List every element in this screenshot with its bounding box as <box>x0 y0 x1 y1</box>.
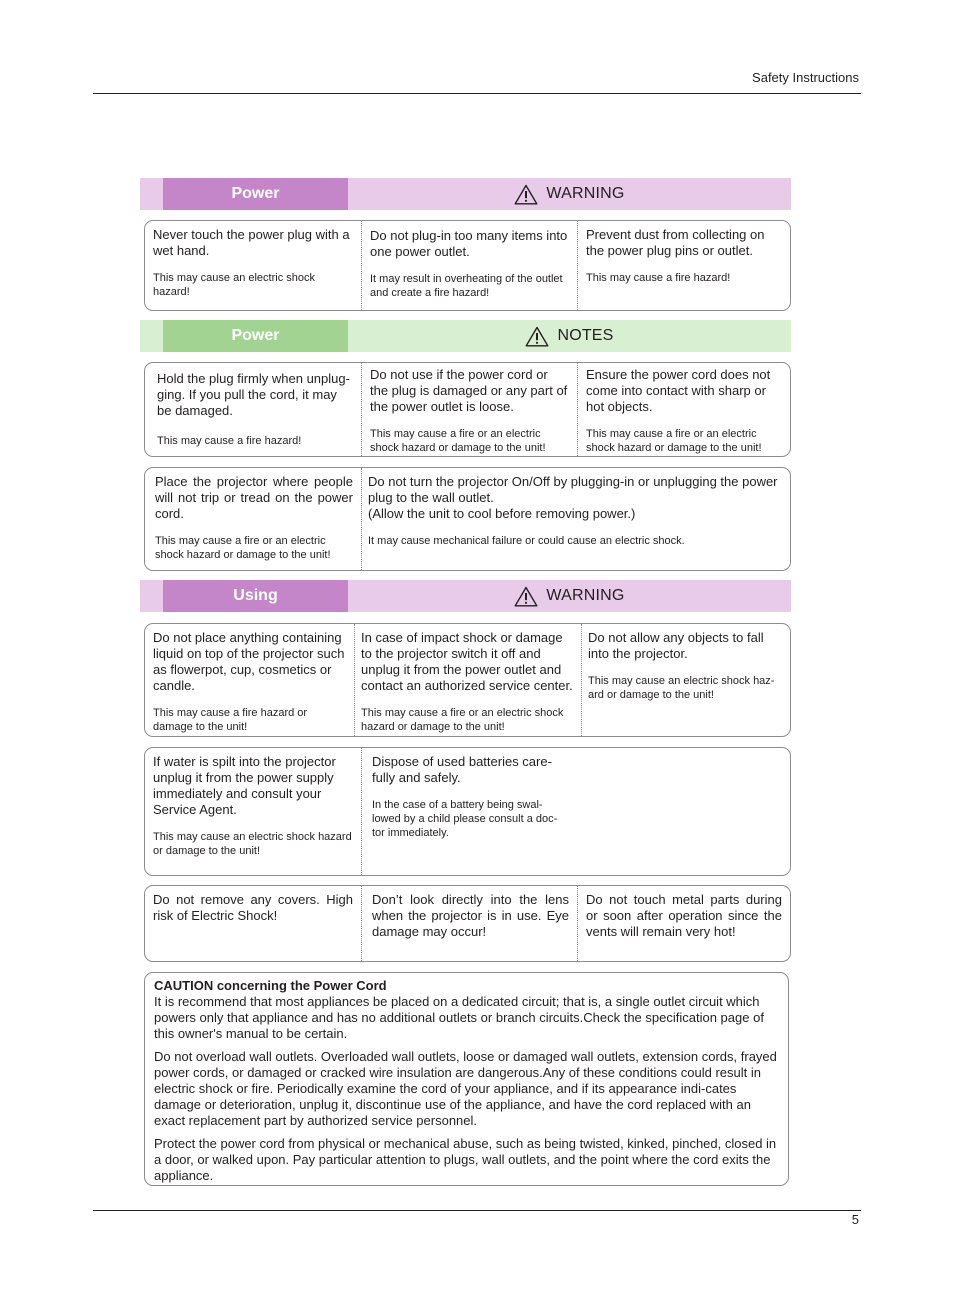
notice-cell <box>145 886 361 961</box>
notice-cell <box>145 468 361 570</box>
notice-box-2 <box>144 362 791 457</box>
notice-cell <box>361 886 577 961</box>
caution-paragraph: It is recommend that most appliances be placed on a dedicated circuit; that is, a single outlet circuit which powers only that appliance and has no additional outlets or branch circuits.Check the specification page of this owner's manual to be certain. <box>154 994 764 1041</box>
notice-cell <box>145 363 361 456</box>
notice-box-4 <box>144 623 791 737</box>
notice-text: Do not remove any covers. High risk of Electric Shock! <box>153 892 353 923</box>
notice-consequence: It may result in overheating of the outlet and create a fire hazard! <box>370 273 563 299</box>
section-label: WARNING <box>546 185 625 202</box>
page-number: 5 <box>851 1212 859 1227</box>
section-tag: Power <box>163 320 348 352</box>
notice-text: Do not place anything containing liquid on top of the projector such as flowerpot, cup, cosmetics or candle. <box>153 630 345 693</box>
notice-cell <box>577 221 790 310</box>
notice-consequence: This may cause a fire hazard! <box>586 272 731 284</box>
notice-cell <box>577 363 790 456</box>
section-label-wrap <box>348 178 791 210</box>
notice-consequence: This may cause a fire or an electric shock hazard or damage to the unit! <box>361 707 564 733</box>
section-label: NOTES <box>557 327 614 344</box>
section-power-warning-band <box>140 178 791 210</box>
notice-text: Hold the plug firmly when unplug-ging. If you pull the cord, it may be damaged. <box>157 371 350 418</box>
notice-box-1 <box>144 220 791 311</box>
section-label: WARNING <box>546 587 625 604</box>
notice-cell <box>361 468 790 570</box>
notice-text: Do not turn the projector On/Off by plugging-in or unplugging the power plug to the wall outlet. <box>368 474 778 505</box>
notice-text: Do not plug-in too many items into one power outlet. <box>370 228 568 259</box>
notice-text: Don’t look directly into the lens when the projector is in use. Eye damage may occur! <box>372 892 569 939</box>
footer-rule <box>93 1210 861 1211</box>
notice-consequence: This may cause a fire hazard! <box>157 435 302 447</box>
notice-cell <box>361 221 577 310</box>
notice-cell <box>361 748 577 875</box>
section-tag: Power <box>163 178 348 210</box>
notice-cell <box>145 748 361 875</box>
notice-cell <box>581 624 790 736</box>
header-title: Safety Instructions <box>752 70 859 85</box>
notice-box-5 <box>144 747 791 876</box>
section-tag: Using <box>163 580 348 612</box>
notice-consequence: This may cause an electric shock haz-ard or damage to the unit! <box>588 675 775 701</box>
notice-consequence: This may cause a fire or an electric shock hazard or damage to the unit! <box>370 428 546 454</box>
notice-consequence: In the case of a battery being swal-lowed by a child please consult a doc-tor immediately. <box>372 799 558 839</box>
notice-consequence: This may cause a fire or an electric shock hazard or damage to the unit! <box>586 428 762 454</box>
notice-cell <box>354 624 581 736</box>
caution-paragraph: Do not overload wall outlets. Overloaded wall outlets, loose or damaged wall outlets, extension cords, frayed power cords, or damaged or cracked wire insulation are dangerous.Any of these conditions could result in electric shock or fire. Periodically examine the cord of your appliance, and if its appearance indi-cates damage or deterioration, unplug it, discontinue use of the appliance, and have the cord replaced with an exact replacement part by authorized service personnel. <box>154 1049 777 1128</box>
notice-cell <box>361 363 577 456</box>
caution-paragraph: Protect the power cord from physical or mechanical abuse, such as being twisted, kinked, pinched, closed in a door, or walked upon. Pay particular attention to plugs, wall outlets, and the point where the cord exits the appliance. <box>154 1136 777 1183</box>
notice-text: Prevent dust from collecting on the power plug pins or outlet. <box>586 227 765 258</box>
warning-triangle-icon <box>525 326 549 347</box>
notice-cell <box>145 221 361 310</box>
notice-box-6 <box>144 885 791 962</box>
header-rule <box>93 93 861 94</box>
section-using-warning-band <box>140 580 791 612</box>
notice-text: Dispose of used batteries care-fully and safely. <box>372 754 552 785</box>
notice-box-3 <box>144 467 791 571</box>
section-label-wrap <box>348 580 791 612</box>
notice-text: In case of impact shock or damage to the projector switch it off and unplug it from the power outlet and contact an authorized service center. <box>361 630 573 693</box>
notice-cell <box>577 886 790 961</box>
notice-text: Do not touch metal parts during or soon after operation since the vents will remain very hot! <box>586 892 782 939</box>
notice-consequence: It may cause mechanical failure or could cause an electric shock. <box>368 535 685 547</box>
warning-triangle-icon <box>514 184 538 205</box>
section-label-wrap <box>348 320 791 352</box>
notice-text: Do not allow any objects to fall into the projector. <box>588 630 764 661</box>
notice-text: Never touch the power plug with a wet hand. <box>153 227 350 258</box>
notice-consequence: This may cause a fire or an electric shock hazard or damage to the unit! <box>155 535 331 561</box>
notice-cell <box>145 624 354 736</box>
notice-text: Ensure the power cord does not come into contact with sharp or hot objects. <box>586 367 771 414</box>
warning-triangle-icon <box>514 586 538 607</box>
notice-text: (Allow the unit to cool before removing power.) <box>368 506 636 521</box>
caution-title: CAUTION concerning the Power Cord <box>154 978 387 993</box>
notice-text: Place the projector where people will not trip or tread on the power cord. <box>155 474 353 521</box>
notice-consequence: This may cause a fire hazard or damage to the unit! <box>153 707 308 733</box>
section-power-notes-band <box>140 320 791 352</box>
caution-box <box>144 972 789 1186</box>
notice-text: If water is spilt into the projector unplug it from the power supply immediately and consult your Service Agent. <box>153 754 336 817</box>
notice-consequence: This may cause an electric shock hazard or damage to the unit! <box>153 831 352 857</box>
notice-consequence: This may cause an electric shock hazard! <box>153 272 316 298</box>
notice-text: Do not use if the power cord or the plug is damaged or any part of the power outlet is loose. <box>370 367 568 414</box>
